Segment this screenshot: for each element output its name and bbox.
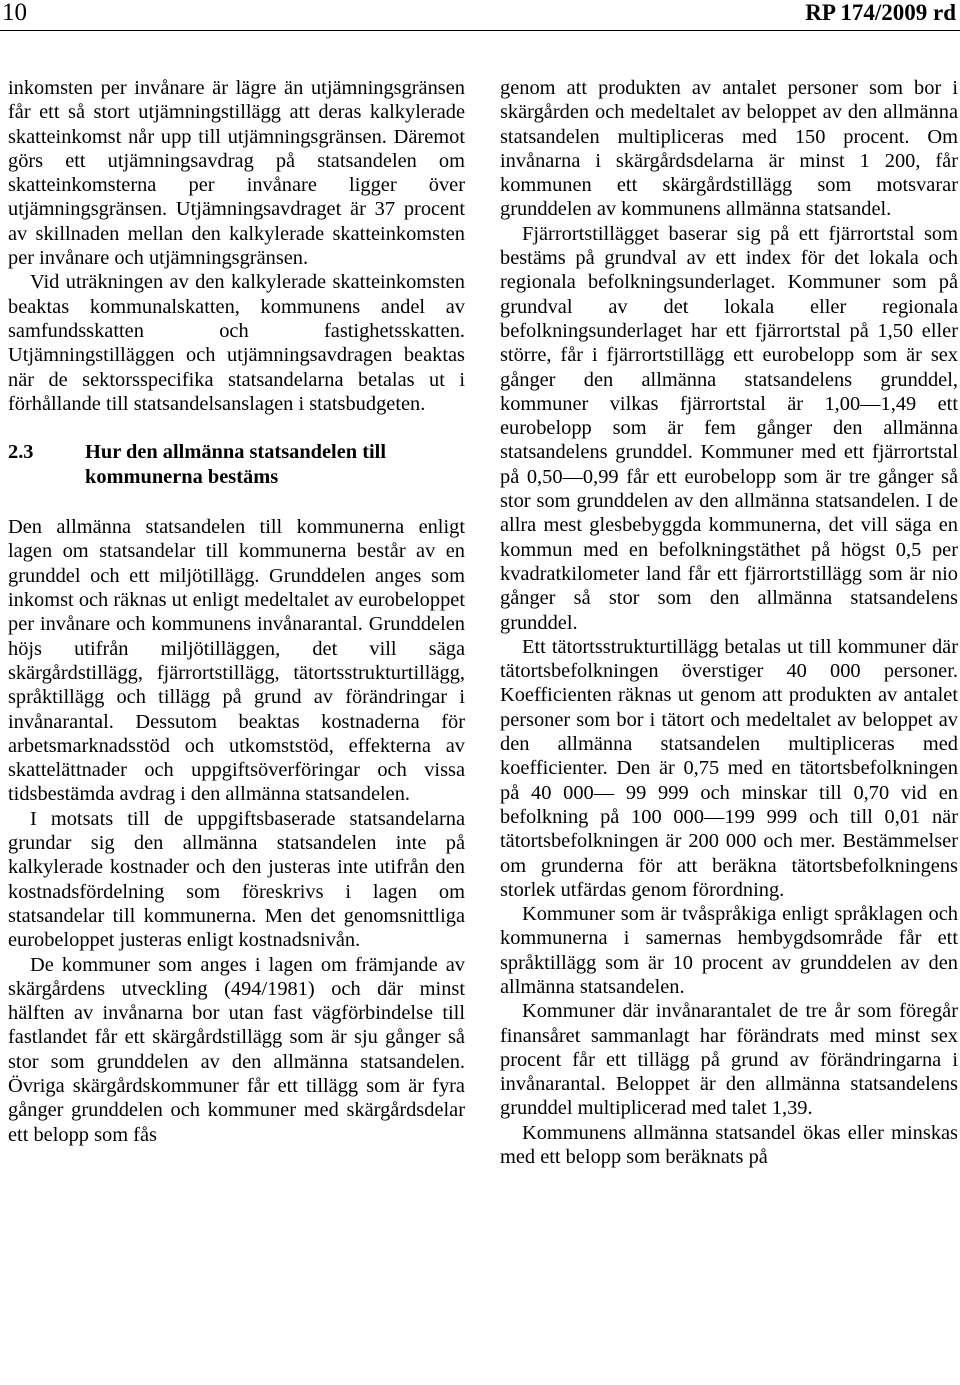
paragraph: I motsats till de uppgiftsbaserade statsandelarna grundar sig den allmänna statsandelen inte på kalkylerade kostnader och den justeras inte utifrån den kostnadsfördelning som föreskrivs i lagen om statsandelar till kommunerna. Men det genomsnittliga eurobeloppet justeras enligt kostnadsnivån.: [8, 807, 465, 952]
section-title: Hur den allmänna statsandelen till kommunerna bestäms: [85, 441, 387, 489]
section-heading: [8, 440, 465, 490]
right-column: [500, 76, 958, 1169]
paragraph: Den allmänna statsandelen till kommunerna enligt lagen om statsandelar till kommunerna består av en grunddel och ett miljötillägg. Grunddelen anges som inkomst och räknas ut enligt medeltalet av eurobeloppet per invånare och kommunens invånarantal. Grunddelen höjs utifrån miljötilläggen, det vill säga skärgårdstillägg, fjärrortstillägg, tätortsstrukturtillägg, språktillägg och tillägg på grund av förändringar i invånarantal. Dessutom beaktas kostnaderna för arbetsmarknadsstöd och utkomststöd, effekterna av skattelättnader och uppgiftsöverföringar och vissa tidsbestämda avdrag i den allmänna statsandelen.: [8, 516, 465, 806]
left-column: [8, 76, 465, 1147]
header-rule: [0, 30, 960, 31]
page-number: 10: [2, 0, 27, 26]
document-id: RP 174/2009 rd: [805, 0, 956, 25]
paragraph: Ett tätortsstrukturtillägg betalas ut till kommuner där tätortsbefolkningen överstiger 40 000 personer. Koefficienten räknas ut genom att produkten av antalet personer som bor i tätort och medeltalet av beloppet av den allmänna statsandelen multipliceras med koefficienter. Den är 0,75 med en tätortsbefolkningen på 40 000— 99 999 och minskar till 0,70 vid en befolkning på 100 000—199 999 och till 0,01 när tätortsbefolkningen är 200 000 och mer. Bestämmelser om grunderna för att beräkna tätortsbefolkningens storlek utfärdas genom förordning.: [500, 635, 958, 901]
paragraph: Kommuner där invånarantalet de tre år som föregår finansåret sammanlagt har förändrats med minst sex procent får ett tillägg på grund av förändringarna i invånarantal. Beloppet är den allmänna statsandelens grunddel multiplicerad med talet 1,39.: [500, 1000, 958, 1120]
section-number: 2.3: [8, 441, 34, 464]
paragraph: Kommuner som är tvåspråkiga enligt språklagen och kommunerna i samernas hembygdsområde får ett språktillägg som är 10 procent av grunddelen av den allmänna statsandelen.: [500, 903, 958, 998]
paragraph: Fjärrortstillägget baserar sig på ett fjärrortstal som bestäms på grundval av ett index för det lokala och regionala befolkningsunderlaget. Kommuner som på grundval av det lokala eller regionala befolkningsunderlaget har ett fjärrortstal på 1,50 eller större, får i fjärrortstillägg ett eurobelopp som är sex gånger den allmänna statsandelens grunddel, kommuner vilkas fjärrortstal är 1,00—1,49 ett eurobelopp som är fem gånger den allmänna statsandelens grunddel. Kommuner med ett fjärrortstal på 0,50—0,99 får ett eurobelopp som är tre gånger så stor som grunddelen av den allmänna statsandelen. I de allra mest glesbebyggda kommunerna, det vill säga en kommun med en befolkningstäthet på högst 0,5 per kvadratkilometer land får ett fjärrortstillägg som är nio gånger så stor som den allmänna statsandelens grunddel.: [500, 222, 958, 634]
paragraph: Kommunens allmänna statsandel ökas eller minskas med ett belopp som beräknats på: [500, 1121, 958, 1169]
paragraph: genom att produkten av antalet personer som bor i skärgården och medeltalet av beloppet av den allmänna statsandelen multipliceras med 150 procent. Om invånarna i skärgårdsdelarna är minst 1 200, får kommunen ett skärgårdstillägg som motsvarar grunddelen av kommunens allmänna statsandel.: [500, 77, 958, 221]
paragraph: De kommuner som anges i lagen om främjande av skärgårdens utveckling (494/1981) och där minst hälften av invånarna bor utan fast vägförbindelse till fastlandet får ett skärgårdstillägg som är sju gånger så stor som grunddelen av den allmänna statsandelen. Övriga skärgårdskommuner får ett tillägg som är fyra gånger grunddelen och kommuner med skärgårdsdelar ett belopp som fås: [8, 953, 465, 1146]
paragraph: Vid uträkningen av den kalkylerade skatteinkomsten beaktas kommunalskatten, kommunens andel av samfundsskatten och fastighetsskatten. Utjämningstilläggen och utjämningsavdragen beaktas när de sektorsspecifika statsandelarna betalas ut i förhållande till statsandelsanslagen i statsbudgeten.: [8, 271, 465, 415]
paragraph: inkomsten per invånare är lägre än utjämningsgränsen får ett så stort utjämningstillägg att deras kalkylerade skatteinkomst når upp till utjämningsgränsen. Däremot görs ett utjämningsavdrag på statsandelen om skatteinkomsterna per invånare ligger över utjämningsgränsen. Utjämningsavdraget är 37 procent av skillnaden mellan den kalkylerade skatteinkomsten per invånare och utjämningsgränsen.: [8, 77, 465, 270]
